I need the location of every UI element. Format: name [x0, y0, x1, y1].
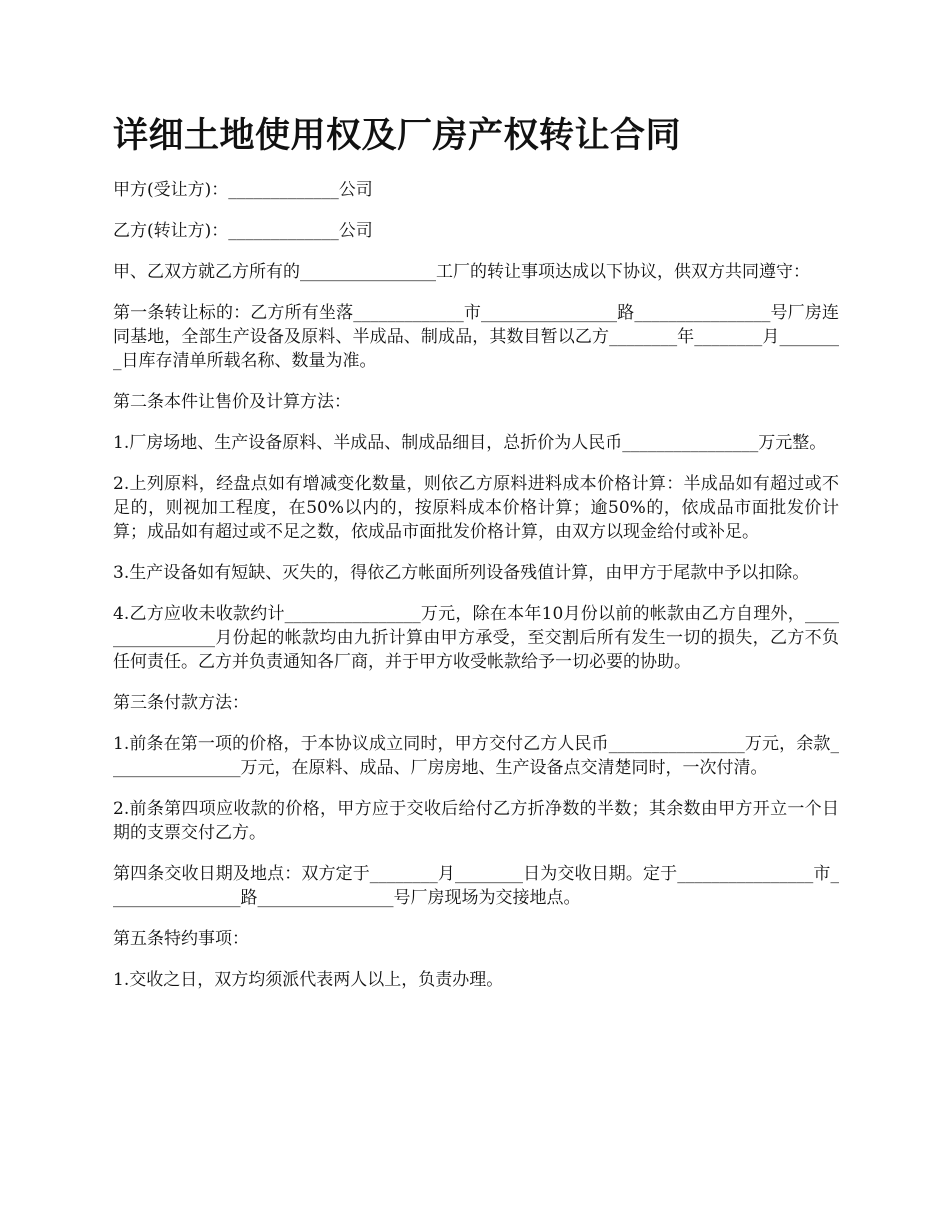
article-5-item-1: 1.交收之日，双方均须派代表两人以上，负责办理。 — [113, 970, 504, 990]
article-2-item-3: 3.生产设备如有短缺、灭失的，得依乙方帐面所列设备残值计算，由甲方于尾款中予以扣除。 — [113, 563, 810, 583]
party-b-line: 乙方(转让方)：_____________公司 — [113, 221, 373, 241]
article-5-heading: 第五条特约事项： — [113, 929, 249, 949]
article-1-paragraph: 第一条转让标的：乙方所有坐落_____________市________________路________________号厂房连同基地，全部生产设备及原料、半成品、制成品，其数目暂以乙方________年________月________日库存清单所载名称、数量为准。 — [113, 303, 839, 371]
article-3-item-2: 2.前条第四项应收款的价格，甲方应于交收后给付乙方折净数的半数；其余数由甲方开立一个日期的支票交付乙方。 — [113, 799, 839, 843]
preamble-paragraph: 甲、乙双方就乙方所有的________________工厂的转让事项达成以下协议，供双方共同遵守： — [113, 262, 810, 282]
document-title: 详细土地使用权及厂房产权转让合同 — [113, 116, 682, 156]
article-2-item-1: 1.厂房场地、生产设备原料、半成品、制成品细目，总折价为人民币________________万元整。 — [113, 433, 827, 453]
article-2-heading: 第二条本件让售价及计算方法： — [113, 392, 351, 412]
article-2-item-4: 4.乙方应收未收款约计________________万元，除在本年10月份以前的帐款由乙方自理外，________________月份起的帐款均由九折计算由甲方承受，至交割后所有发生一切的损失，乙方不负任何责任。乙方并负责通知各厂商，并于甲方收受帐款给予一切必要的协助。 — [113, 604, 839, 672]
article-3-heading: 第三条付款方法： — [113, 693, 249, 713]
article-3-item-1: 1.前条在第一项的价格，于本协议成立同时，甲方交付乙方人民币________________万元，余款________________万元，在原料、成品、厂房房地、生产设备点交清楚同时，一次付清。 — [113, 734, 839, 778]
article-4-paragraph: 第四条交收日期及地点：双方定于________月________日为交收日期。定于________________市________________路________________号厂房现场为交接地点。 — [113, 864, 839, 908]
document-page — [113, 112, 839, 1009]
article-2-item-2: 2.上列原料，经盘点如有增减变化数量，则依乙方原料进料成本价格计算：半成品如有超过或不足的，则视加工程度，在50%以内的，按原料成本价格计算；逾50%的，依成品市面批发价计算；成品如有超过或不足之数，依成品市面批发价格计算，由双方以现金给付或补足。 — [113, 474, 839, 542]
party-a-line: 甲方(受让方)：_____________公司 — [113, 180, 373, 200]
